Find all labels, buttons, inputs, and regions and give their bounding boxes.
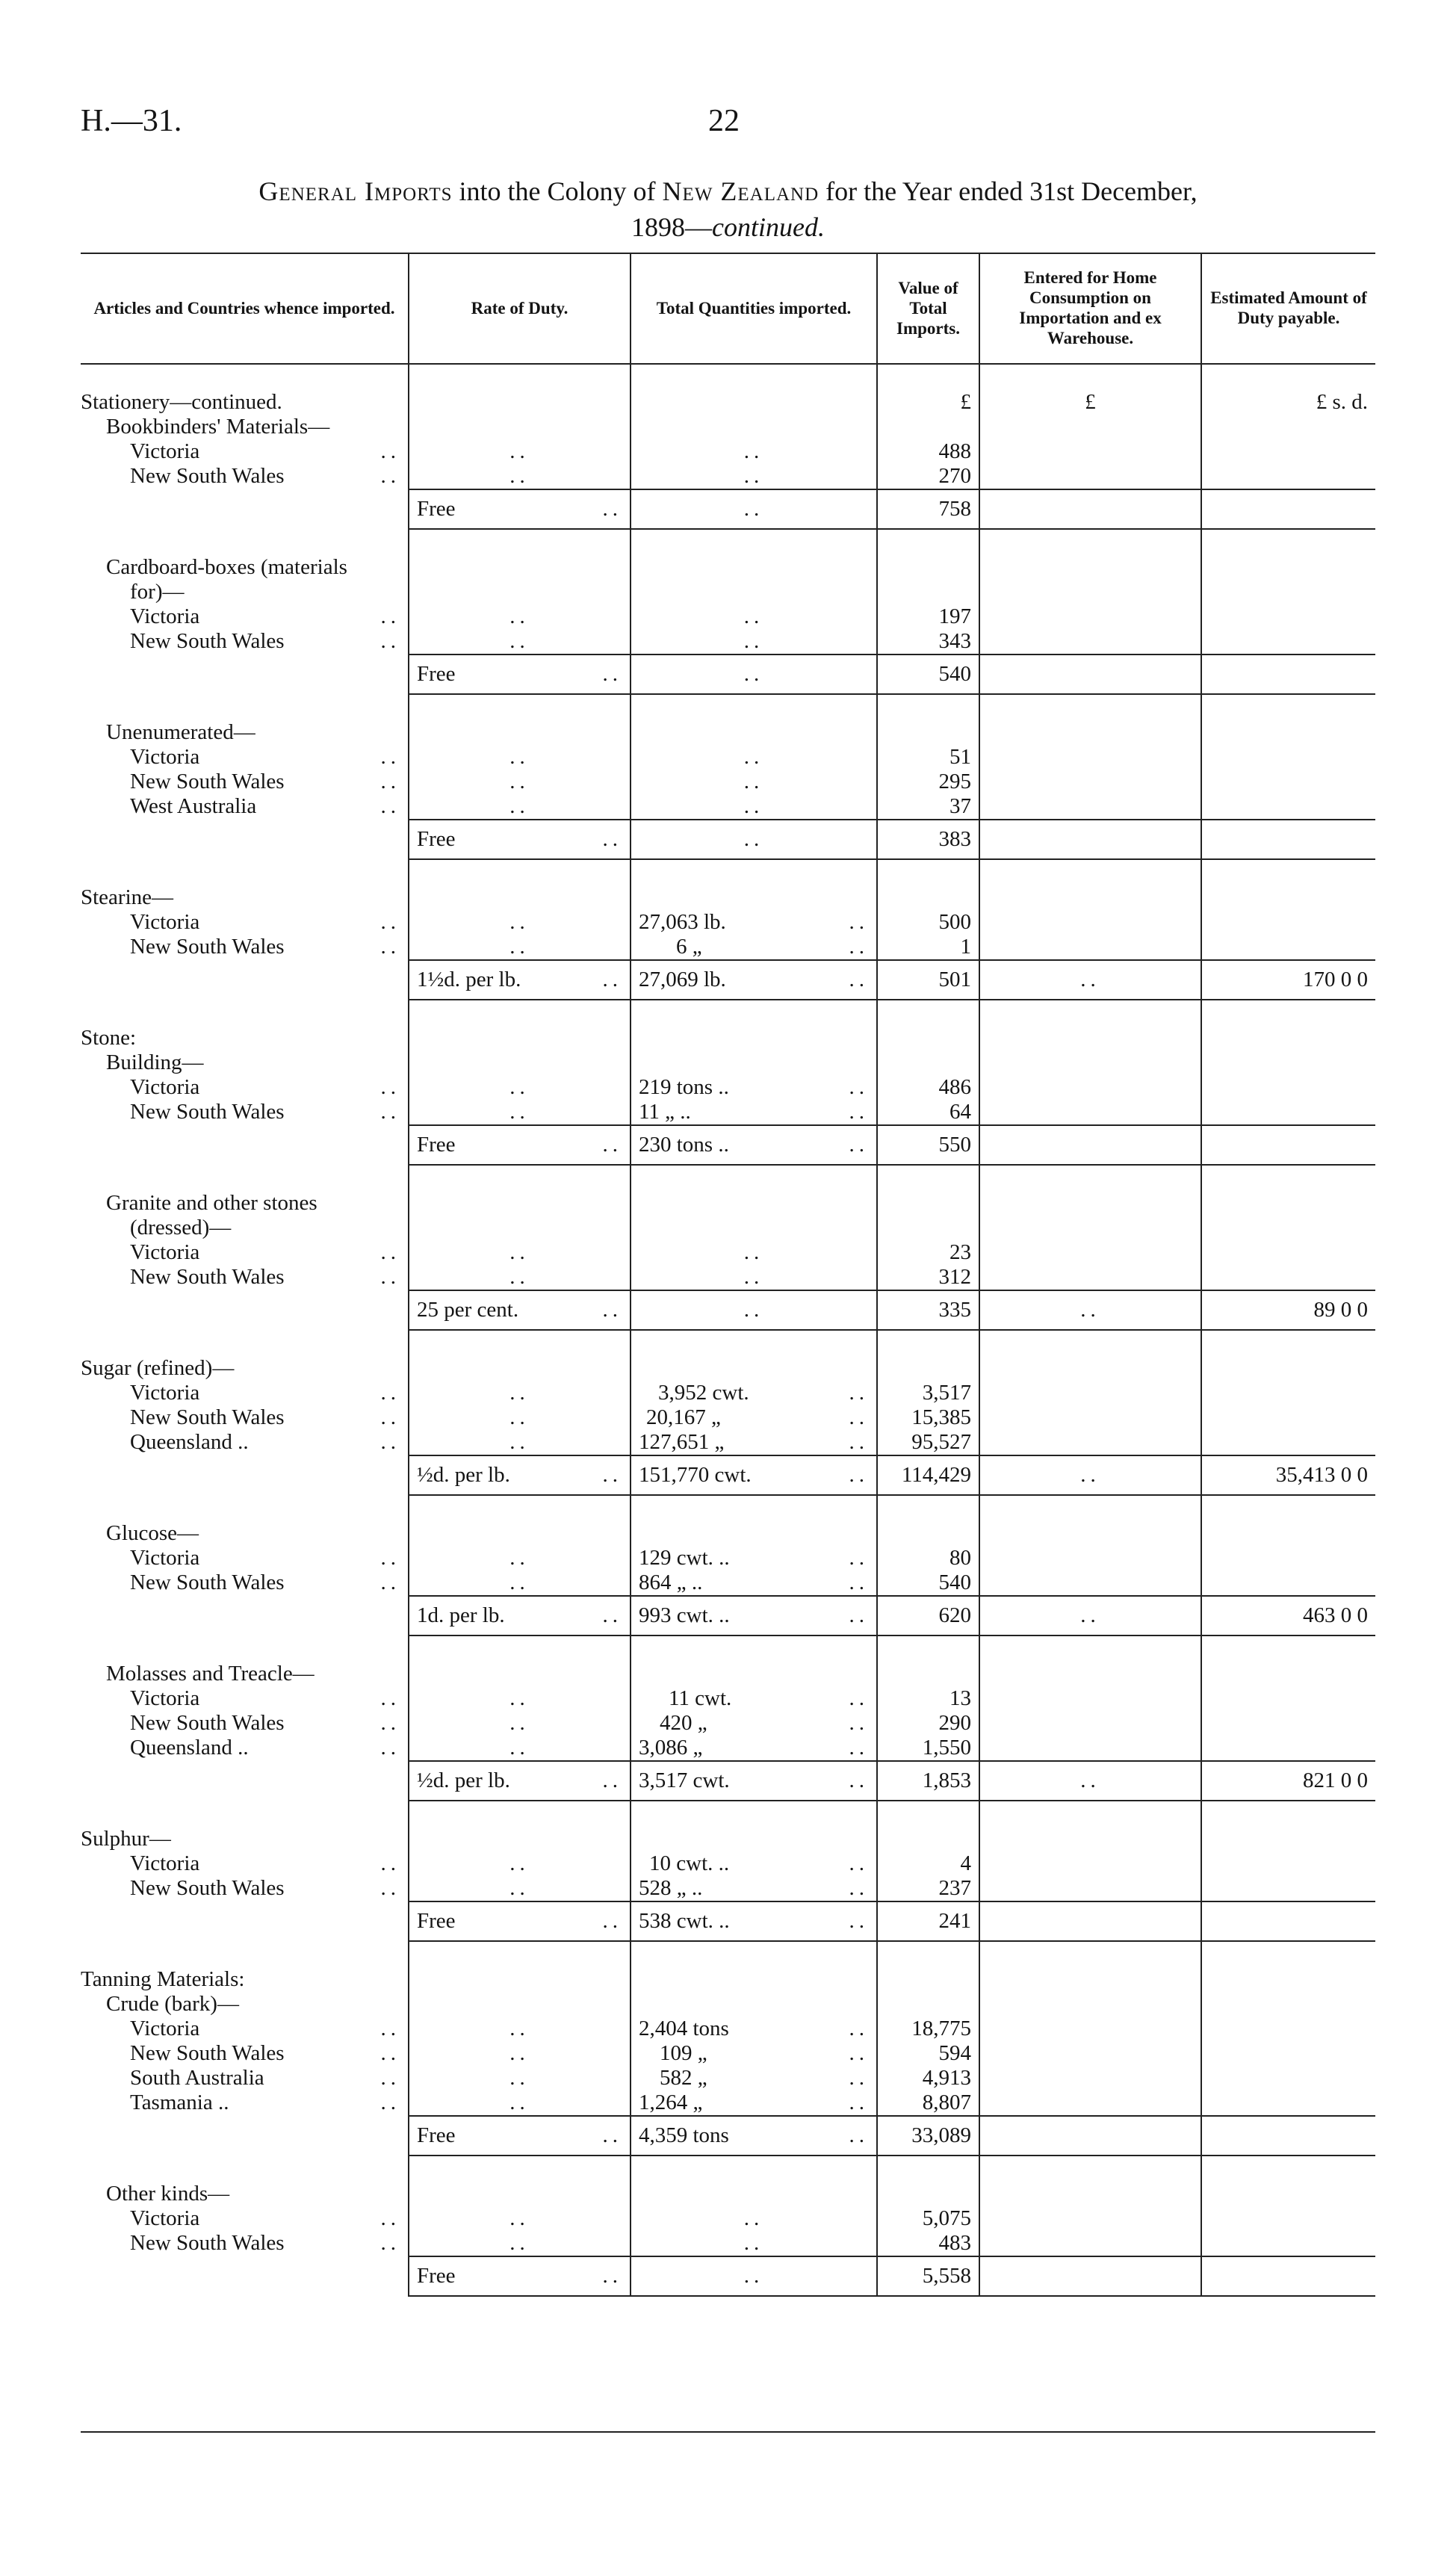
value-cell: 18,775 xyxy=(877,2017,979,2041)
table-row: Victoria .. .. .. 197 xyxy=(81,604,1375,629)
quantity-cell: 11 cwt. xyxy=(669,1686,732,1710)
total-row: Free .. .. 383 xyxy=(81,820,1375,859)
country-name: Tasmania .. xyxy=(130,2091,229,2114)
value-cell: 500 xyxy=(877,910,979,935)
rate-cell: Free xyxy=(417,2264,456,2288)
rate-cell: Free xyxy=(417,1909,456,1933)
value-cell: 4,913 xyxy=(877,2066,979,2091)
total-quantity-cell: 538 cwt. .. xyxy=(639,1909,730,1933)
total-value-cell: 383 xyxy=(877,820,979,859)
subsection-heading: Other kinds— xyxy=(106,2182,230,2206)
table-row: Victoria .. .. 27,063 lb. .. 500 xyxy=(81,910,1375,935)
title-part: for the Year ended 31st December, xyxy=(825,176,1198,206)
total-value-cell: 5,558 xyxy=(877,2256,979,2296)
country-name: Victoria xyxy=(130,1240,200,1264)
table-row xyxy=(81,885,1375,910)
table-bottom-rule xyxy=(81,2431,1375,2433)
table-row xyxy=(81,1521,1375,1546)
total-quantity-cell: 4,359 tons xyxy=(639,2123,729,2147)
table-row: New South Wales .. .. 11 „ .. .. 64 xyxy=(81,1100,1375,1125)
total-value-cell: 620 xyxy=(877,1596,979,1635)
table-row xyxy=(81,2182,1375,2206)
title-part: into the Colony of xyxy=(459,176,656,206)
value-cell: 540 xyxy=(877,1570,979,1596)
country-name: Victoria xyxy=(130,2206,200,2230)
value-cell: 270 xyxy=(877,464,979,489)
col-header-quantities: Total Quantities imported. xyxy=(631,253,877,364)
quantity-cell: 109 „ xyxy=(660,2041,707,2065)
title-part: 1898— xyxy=(631,212,713,242)
value-cell: 1,550 xyxy=(877,1736,979,1761)
total-value-cell: 335 xyxy=(877,1290,979,1330)
table-row: New South Wales .. .. 6 „ .. 1 xyxy=(81,935,1375,960)
total-row: 1d. per lb. .. 993 cwt. .. .. 620 .. 463 0 0 xyxy=(81,1596,1375,1635)
country-name: Victoria xyxy=(130,745,200,769)
total-row: Free .. 230 tons .. .. 550 xyxy=(81,1125,1375,1165)
value-cell: 295 xyxy=(877,770,979,794)
table-row: Victoria .. .. 219 tons .. .. 486 xyxy=(81,1075,1375,1100)
value-cell: 197 xyxy=(877,604,979,629)
country-name: Victoria xyxy=(130,910,200,934)
total-row: Free .. 4,359 tons .. 33,089 xyxy=(81,2116,1375,2156)
country-name: New South Wales xyxy=(130,1100,285,1124)
table-row: Victoria .. .. .. 5,075 xyxy=(81,2206,1375,2231)
total-quantity-cell: 151,770 cwt. xyxy=(639,1463,752,1487)
table-row: Queensland .. .. .. 127,651 „ .. 95,527 xyxy=(81,1430,1375,1455)
table-row: Victoria .. .. .. 51 xyxy=(81,745,1375,770)
spacer-row xyxy=(81,529,1375,555)
value-cell: 237 xyxy=(877,1876,979,1901)
country-name: Victoria xyxy=(130,1686,200,1710)
country-name: New South Wales xyxy=(130,770,285,793)
total-row: 1½d. per lb. .. 27,069 lb. .. 501 .. 170 0 0 xyxy=(81,960,1375,1000)
total-row: Free .. .. 758 xyxy=(81,489,1375,529)
country-name: Victoria xyxy=(130,604,200,628)
col-header-entered: Entered for Home Consumption on Importation and ex Warehouse. xyxy=(979,253,1201,364)
value-cell: 13 xyxy=(877,1686,979,1711)
country-name: New South Wales xyxy=(130,1570,285,1594)
table-row xyxy=(81,390,1375,415)
duty-unit: £ s. d. xyxy=(1201,390,1375,415)
rate-cell: Free xyxy=(417,1133,456,1157)
country-name: New South Wales xyxy=(130,1711,285,1735)
quantity-cell: 6 „ xyxy=(676,935,702,959)
table-row: South Australia .. .. 582 „ .. 4,913 xyxy=(81,2066,1375,2091)
total-row: 25 per cent. .. .. 335 .. 89 0 0 xyxy=(81,1290,1375,1330)
total-value-cell: 33,089 xyxy=(877,2116,979,2156)
table-row: Queensland .. .. .. 3,086 „ .. 1,550 xyxy=(81,1736,1375,1761)
table-row: New South Wales .. .. 528 „ .. .. 237 xyxy=(81,1876,1375,1901)
total-value-cell: 1,853 xyxy=(877,1761,979,1801)
subsection-heading: Molasses and Treacle— xyxy=(106,1662,315,1686)
country-name: New South Wales xyxy=(130,464,285,488)
table-row: New South Wales .. .. 420 „ .. 290 xyxy=(81,1711,1375,1736)
imports-table-container xyxy=(81,253,1375,2297)
value-cell: 64 xyxy=(877,1100,979,1125)
table-row xyxy=(81,1026,1375,1075)
rate-cell: Free xyxy=(417,2123,456,2147)
table-row xyxy=(81,1662,1375,1686)
duty-cell: 35,413 0 0 xyxy=(1201,1455,1375,1495)
value-cell: 594 xyxy=(877,2041,979,2066)
table-row xyxy=(81,1967,1375,2017)
table-row: Cardboard-boxes (materials for)— xyxy=(81,555,1375,604)
value-cell: 8,807 xyxy=(877,2091,979,2116)
quantity-cell: 10 cwt. .. xyxy=(649,1851,730,1875)
table-row: New South Wales .. .. .. 295 xyxy=(81,770,1375,794)
title-part: continued. xyxy=(712,212,825,242)
subsection-heading: Bookbinders' Materials— xyxy=(106,415,330,439)
country-name: New South Wales xyxy=(130,1876,285,1900)
rate-cell: Free xyxy=(417,497,456,521)
table-row: West Australia .. .. .. 37 xyxy=(81,794,1375,820)
section-heading: Tanning Materials: xyxy=(81,1967,245,1991)
value-cell: 486 xyxy=(877,1075,979,1100)
table-row: Victoria .. .. 3,952 cwt. .. 3,517 xyxy=(81,1381,1375,1405)
quantity-cell: 3,086 „ xyxy=(639,1736,703,1760)
table-row: New South Wales .. .. .. 483 xyxy=(81,2231,1375,2256)
total-row: Free .. .. 540 xyxy=(81,654,1375,694)
subsection-heading: Crude (bark)— xyxy=(106,1992,239,2016)
total-quantity-cell: 3,517 cwt. xyxy=(639,1768,730,1792)
page-header xyxy=(81,103,1375,148)
spacer-row xyxy=(81,1801,1375,1827)
country-name: Victoria xyxy=(130,1546,200,1570)
quantity-cell: 129 cwt. .. xyxy=(639,1546,730,1570)
country-name: Victoria xyxy=(130,439,200,463)
table-row: New South Wales .. .. .. 343 xyxy=(81,629,1375,654)
rate-cell: Free xyxy=(417,827,456,851)
country-name: New South Wales xyxy=(130,2041,285,2065)
quantity-cell: 27,063 lb. xyxy=(639,910,726,934)
table-row: Victoria .. .. 129 cwt. .. .. 80 xyxy=(81,1546,1375,1570)
page-title xyxy=(81,173,1375,245)
rate-cell: 1d. per lb. xyxy=(417,1603,505,1627)
quantity-cell: 528 „ .. xyxy=(639,1876,703,1900)
value-cell: 37 xyxy=(877,794,979,820)
table-row xyxy=(81,1356,1375,1381)
spacer-row xyxy=(81,694,1375,720)
country-name: Queensland .. xyxy=(130,1736,249,1760)
country-name: New South Wales xyxy=(130,629,285,653)
value-cell: 5,075 xyxy=(877,2206,979,2231)
title-part: New Zealand xyxy=(662,176,820,206)
country-name: Victoria xyxy=(130,1851,200,1875)
table-row: New South Wales .. .. .. 270 xyxy=(81,464,1375,489)
spacer-row xyxy=(81,1941,1375,1967)
spacer-row xyxy=(81,1635,1375,1662)
total-quantity-cell: 230 tons .. xyxy=(639,1133,729,1157)
duty-cell: 821 0 0 xyxy=(1201,1761,1375,1801)
quantity-cell: 420 „ xyxy=(660,1711,707,1735)
table-row: Victoria .. .. .. 488 xyxy=(81,439,1375,464)
country-name: New South Wales xyxy=(130,935,285,959)
subsection-heading: Building— xyxy=(106,1050,204,1074)
country-name: New South Wales xyxy=(130,1405,285,1429)
quantity-cell: 2,404 tons xyxy=(639,2017,729,2040)
value-cell: 290 xyxy=(877,1711,979,1736)
quantity-cell: 127,651 „ xyxy=(639,1430,725,1454)
value-cell: 23 xyxy=(877,1240,979,1265)
quantity-cell: 3,952 cwt. xyxy=(658,1381,749,1405)
total-value-cell: 758 xyxy=(877,489,979,529)
spacer-row xyxy=(81,364,1375,390)
rate-cell: 25 per cent. xyxy=(417,1298,519,1322)
total-value-cell: 114,429 xyxy=(877,1455,979,1495)
duty-cell: 463 0 0 xyxy=(1201,1596,1375,1635)
country-name: Queensland .. xyxy=(130,1430,249,1454)
rate-cell: Free xyxy=(417,662,456,686)
country-name: South Australia xyxy=(130,2066,264,2090)
rate-cell: ½d. per lb. xyxy=(417,1463,510,1487)
table-row: New South Wales .. .. 864 „ .. .. 540 xyxy=(81,1570,1375,1596)
section-heading: Stationery—continued. xyxy=(81,390,282,414)
section-heading: Stone: xyxy=(81,1026,137,1050)
value-cell: 483 xyxy=(877,2231,979,2256)
quantity-cell: 219 tons .. xyxy=(639,1075,729,1099)
table-row: New South Wales .. .. .. 312 xyxy=(81,1265,1375,1290)
table-row: Victoria .. .. .. 23 xyxy=(81,1240,1375,1265)
entered-unit: £ xyxy=(979,390,1201,415)
value-cell: 15,385 xyxy=(877,1405,979,1430)
country-name: Victoria xyxy=(130,1381,200,1405)
country-name: New South Wales xyxy=(130,2231,285,2255)
page-reference: H.—31. xyxy=(81,104,182,138)
table-row xyxy=(81,720,1375,745)
total-row: ½d. per lb. .. 151,770 cwt. .. 114,429 .. 35,413 0 0 xyxy=(81,1455,1375,1495)
table-row: New South Wales .. .. 20,167 „ .. 15,385 xyxy=(81,1405,1375,1430)
table-row: Granite and other stones (dressed)— xyxy=(81,1191,1375,1240)
value-cell: 1 xyxy=(877,935,979,960)
quantity-cell: 582 „ xyxy=(660,2066,707,2090)
duty-cell: 170 0 0 xyxy=(1201,960,1375,1000)
country-name: Victoria xyxy=(130,1075,200,1099)
total-value-cell: 540 xyxy=(877,654,979,694)
imports-table xyxy=(81,253,1375,2297)
section-heading: Sulphur— xyxy=(81,1827,171,1851)
section-heading: Stearine— xyxy=(81,885,174,909)
subsection-heading: Cardboard-boxes (materials xyxy=(106,555,347,579)
total-value-cell: 501 xyxy=(877,960,979,1000)
spacer-row xyxy=(81,1330,1375,1356)
total-quantity-cell: 993 cwt. .. xyxy=(639,1603,730,1627)
country-name: West Australia xyxy=(130,794,257,818)
duty-cell: 89 0 0 xyxy=(1201,1290,1375,1330)
section-heading: Sugar (refined)— xyxy=(81,1356,235,1380)
header-row xyxy=(81,253,1375,364)
spacer-row xyxy=(81,1165,1375,1191)
total-row: Free .. 538 cwt. .. .. 241 xyxy=(81,1901,1375,1941)
col-header-value: Value of Total Imports. xyxy=(877,253,979,364)
quantity-cell: 864 „ .. xyxy=(639,1570,703,1594)
col-header-rate: Rate of Duty. xyxy=(409,253,631,364)
value-cell: 51 xyxy=(877,745,979,770)
value-cell: 4 xyxy=(877,1851,979,1876)
table-row xyxy=(81,415,1375,439)
title-part: General Imports xyxy=(258,176,453,206)
subsection-heading: Granite and other stones xyxy=(106,1191,317,1215)
table-row: Victoria .. .. 11 cwt. .. 13 xyxy=(81,1686,1375,1711)
table-row: New South Wales .. .. 109 „ .. 594 xyxy=(81,2041,1375,2066)
total-value-cell: 550 xyxy=(877,1125,979,1165)
spacer-row xyxy=(81,2156,1375,2182)
table-row: Victoria .. .. 2,404 tons .. 18,775 xyxy=(81,2017,1375,2041)
value-cell: 312 xyxy=(877,1265,979,1290)
rate-cell: 1½d. per lb. xyxy=(417,968,521,991)
total-row: ½d. per lb. .. 3,517 cwt. .. 1,853 .. 821 0 0 xyxy=(81,1761,1375,1801)
value-cell: 343 xyxy=(877,629,979,654)
value-cell: 3,517 xyxy=(877,1381,979,1405)
total-row: Free .. .. 5,558 xyxy=(81,2256,1375,2296)
total-value-cell: 241 xyxy=(877,1901,979,1941)
table-row xyxy=(81,1827,1375,1851)
spacer-row xyxy=(81,1000,1375,1026)
total-quantity-cell: 27,069 lb. xyxy=(639,968,726,991)
quantity-cell: 20,167 „ xyxy=(646,1405,721,1429)
value-cell: 488 xyxy=(877,439,979,464)
rate-cell: ½d. per lb. xyxy=(417,1768,510,1792)
spacer-row xyxy=(81,1495,1375,1521)
country-name: New South Wales xyxy=(130,1265,285,1289)
value-unit: £ xyxy=(877,390,979,415)
subsection-heading: Unenumerated— xyxy=(106,720,255,744)
page-number: 22 xyxy=(708,104,740,138)
col-header-duty: Estimated Amount of Duty payable. xyxy=(1201,253,1375,364)
col-header-articles: Articles and Countries whence imported. xyxy=(81,253,409,364)
subsection-heading: Glucose— xyxy=(106,1521,199,1545)
value-cell: 80 xyxy=(877,1546,979,1570)
quantity-cell: 11 „ .. xyxy=(639,1100,691,1124)
spacer-row xyxy=(81,859,1375,885)
table-row: Victoria .. .. 10 cwt. .. .. 4 xyxy=(81,1851,1375,1876)
value-cell: 95,527 xyxy=(877,1430,979,1455)
quantity-cell: 1,264 „ xyxy=(639,2091,703,2114)
country-name: Victoria xyxy=(130,2017,200,2040)
table-row: Tasmania .. .. .. 1,264 „ .. 8,807 xyxy=(81,2091,1375,2116)
